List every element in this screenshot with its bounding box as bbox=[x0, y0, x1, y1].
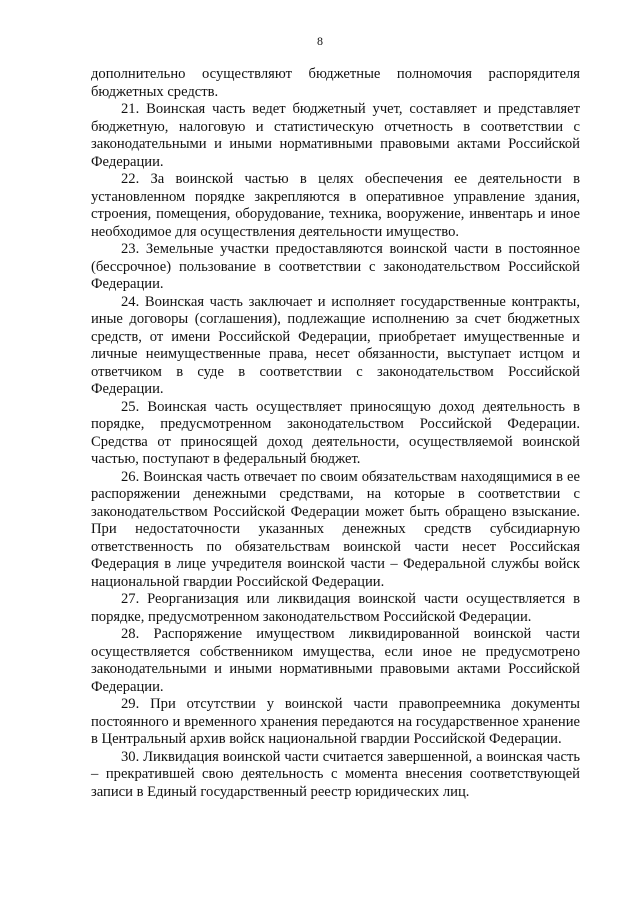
paragraph-continuation: дополнительно осуществляют бюджетные полномочия распорядителя бюджетных средств. bbox=[91, 66, 580, 100]
paragraph-27: 27. Реорганизация или ликвидация воинской части осуществляется в порядке, предусмотренном законодательством Российской Федерации. bbox=[91, 591, 580, 625]
paragraph-22: 22. За воинской частью в целях обеспечения ее деятельности в установленном порядке закрепляются в оперативное управление здания, строения, помещения, оборудование, техника, вооружение, инвентарь и иное необходимое для осуществления деятельности имущество. bbox=[91, 171, 580, 240]
paragraph-26: 26. Воинская часть отвечает по своим обязательствам находящимися в ее распоряжении денежными средствами, на которые в соответствии с законодательством Российской Федерации может быть обращено взыскание. При недостаточности указанных денежных средств субсидиарную ответственность по обязательствам воинской части несет Российская Федерация в лице учредителя воинской части – Федеральной службы войск национальной гвардии Российской Федерации. bbox=[91, 468, 580, 590]
document-body bbox=[91, 66, 580, 801]
paragraph-28: 28. Распоряжение имуществом ликвидированной воинской части осуществляется собственником имущества, если иное не предусмотрено законодательными и иными нормативными правовыми актами Российской Федерации. bbox=[91, 626, 580, 695]
paragraph-25: 25. Воинская часть осуществляет приносящую доход деятельность в порядке, предусмотренном законодательством Российской Федерации. Средства от приносящей доход деятельности, осуществляемой воинской частью, поступают в федеральный бюджет. bbox=[91, 398, 580, 467]
paragraph-29: 29. При отсутствии у воинской части правопреемника документы постоянного и временного хранения передаются на государственное хранение в Центральный архив войск национальной гвардии Российской Федерации. bbox=[91, 696, 580, 747]
paragraph-23: 23. Земельные участки предоставляются воинской части в постоянное (бессрочное) пользование в соответствии с законодательством Российской Федерации. bbox=[91, 241, 580, 292]
paragraph-30: 30. Ликвидация воинской части считается завершенной, а воинская часть – прекратившей свою деятельность с момента внесения соответствующей записи в Единый государственный реестр юридических лиц. bbox=[91, 748, 580, 800]
paragraph-24: 24. Воинская часть заключает и исполняет государственные контракты, иные договоры (соглашения), подлежащие исполнению за счет бюджетных средств, от имени Российской Федерации, приобретает имущественные и личные неимущественные права, несет обязанности, выступает истцом и ответчиком в суде в соответствии с законодательством Российской Федерации. bbox=[91, 293, 580, 397]
paragraph-21: 21. Воинская часть ведет бюджетный учет, составляет и представляет бюджетную, налоговую и статистическую отчетность в соответствии с законодательными и иными нормативными правовыми актами Российской Федерации. bbox=[91, 101, 580, 170]
page-number: 8 bbox=[317, 34, 323, 48]
